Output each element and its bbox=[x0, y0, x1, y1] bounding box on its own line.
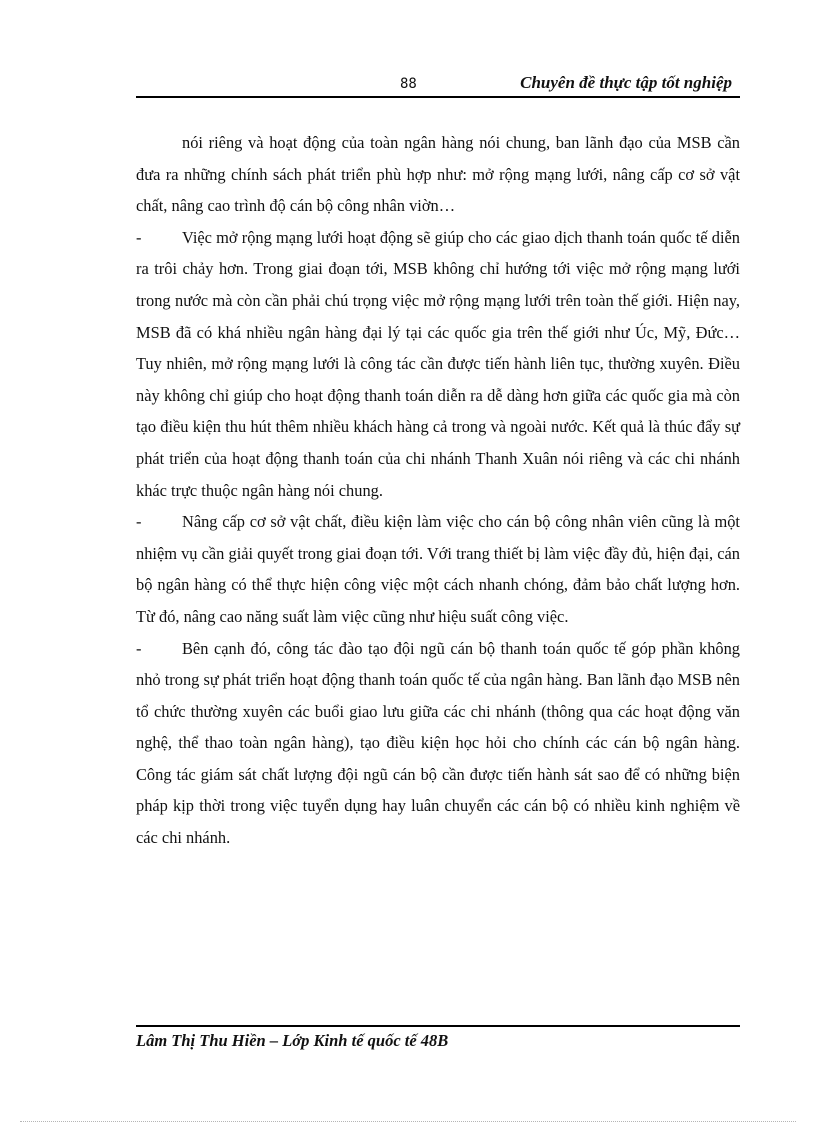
bullet-marker: - bbox=[136, 227, 142, 247]
bullet-text: Bên cạnh đó, công tác đào tạo đội ngũ cán bộ thanh toán quốc tế góp phần không nhỏ trong sự phát triển hoạt động thanh toán quốc tế của ngân hàng. Ban lãnh đạo MSB nên tổ chức thường xuyên các buổi giao lưu giữa các chi nhánh (thông qua các hoạt động văn nghệ, thể thao toàn ngân hàng), tạo điều kiện học hỏi cho chính các cán bộ ngân hàng. Công tác giám sát chất lượng đội ngũ cán bộ cần được tiến hành sát sao để có những biện pháp kịp thời trong việc tuyển dụng hay luân chuyển các cán bộ có nhiều kinh nghiệm về các chi nhánh. bbox=[136, 638, 740, 848]
page-header bbox=[136, 70, 740, 98]
bullet-text: Việc mở rộng mạng lưới hoạt động sẽ giúp cho các giao dịch thanh toán quốc tế diễn ra trôi chảy hơn. Trong giai đoạn tới, MSB không chỉ hướng tới việc mở rộng mạng lưới trong nước mà còn cần phải chú trọng việc mở rộng mạng lưới trên toàn thế giới. Hiện nay, MSB đã có khá nhiều ngân hàng đại lý tại các quốc gia trên thế giới như Úc, Mỹ, Đức…Tuy nhiên, mở rộng mạng lưới là công tác cần được tiến hành liên tục, thường xuyên. Điều này không chỉ giúp cho hoạt động thanh toán diễn ra dễ dàng hơn giữa các quốc gia mà còn tạo điều kiện thu hút thêm nhiều khách hàng cả trong và ngoài nước. Kết quả là thúc đẩy sự phát triển của hoạt động thanh toán của chi nhánh Thanh Xuân nói riêng và các chi nhánh khác trực thuộc ngân hàng nói chung. bbox=[136, 227, 740, 500]
bullet-paragraph-network bbox=[136, 222, 740, 506]
bullet-paragraph-training bbox=[136, 633, 740, 854]
bullet-marker: - bbox=[136, 638, 142, 658]
page-bottom-divider bbox=[20, 1121, 796, 1122]
intro-paragraph: nói riêng và hoạt động của toàn ngân hàng nói chung, ban lãnh đạo của MSB cần đưa ra những chính sách phát triển phù hợp như: mở rộng mạng lưới, nâng cấp cơ sở vật chất, nâng cao trình độ cán bộ công nhân viờn… bbox=[136, 133, 740, 216]
document-body bbox=[136, 127, 740, 854]
bullet-marker: - bbox=[136, 512, 142, 532]
footer-author: Lâm Thị Thu Hiền – Lớp Kinh tế quốc tế 48B bbox=[136, 1031, 449, 1050]
bullet-paragraph-facilities bbox=[136, 506, 740, 632]
page-number: 88 bbox=[400, 76, 417, 92]
document-title: Chuyên đề thực tập tốt nghiệp bbox=[520, 73, 732, 92]
bullet-text: Nâng cấp cơ sở vật chất, điều kiện làm việc cho cán bộ công nhân viên cũng là một nhiệm vụ cần giải quyết trong giai đoạn tới. Với trang thiết bị làm việc đầy đủ, hiện đại, cán bộ ngân hàng có thể thực hiện công việc một cách nhanh chóng, đảm bảo chất lượng hơn. Từ đó, nâng cao năng suất làm việc cũng như hiệu suất công việc. bbox=[136, 512, 740, 626]
page-footer bbox=[136, 1025, 740, 1051]
